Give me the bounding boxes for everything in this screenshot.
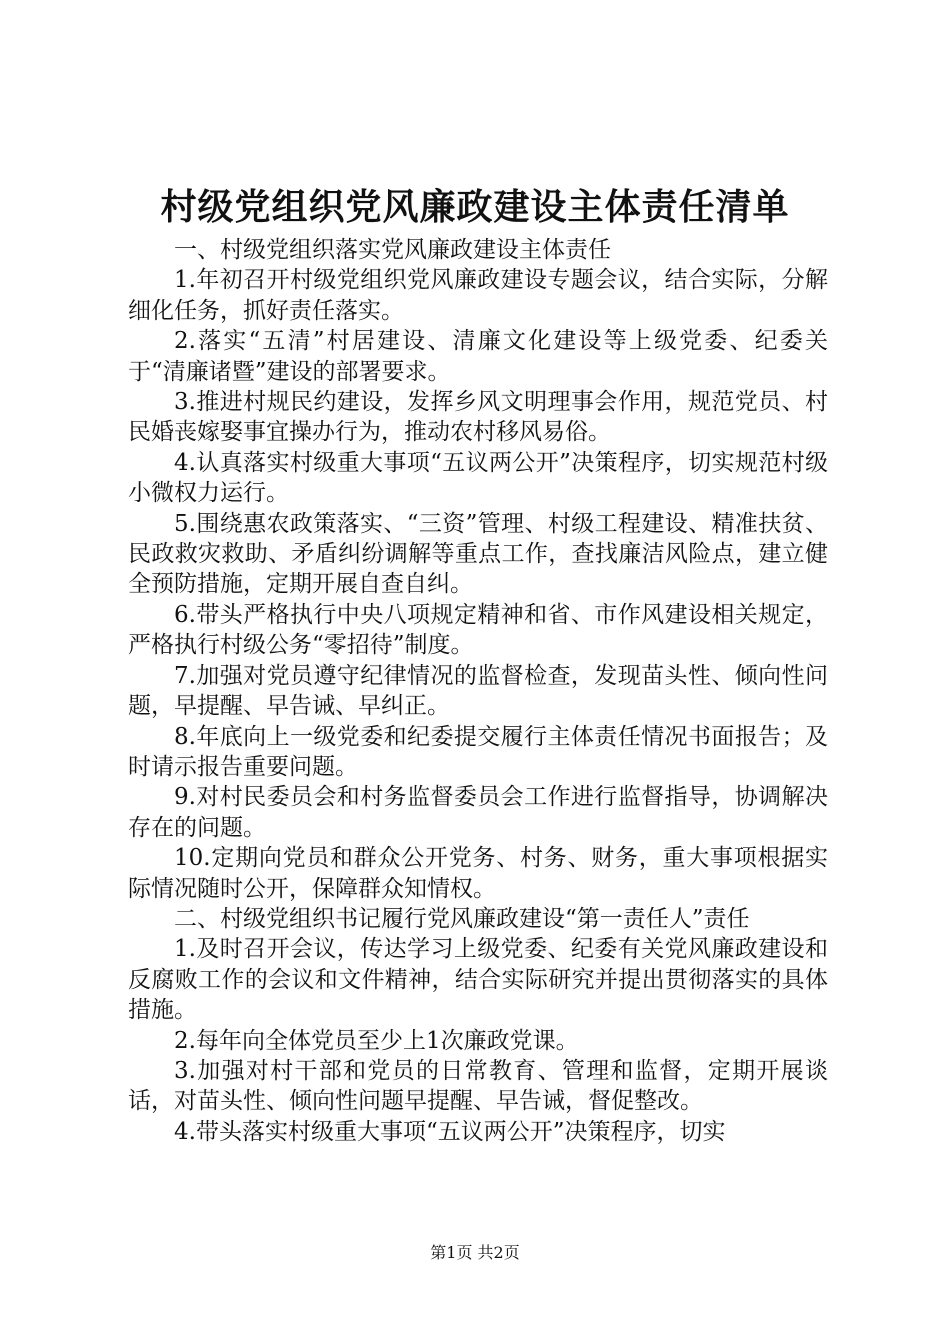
list-item: 2.落实“五清”村居建设、清廉文化建设等上级党委、纪委关于“清廉诸暨”建设的部署要求。 [128,328,828,385]
list-item: 4.带头落实村级重大事项“五议两公开”决策程序，切实 [174,1118,726,1145]
list-item: 6.带头严格执行中央八项规定精神和省、市作风建设相关规定，严格执行村级公务“零招待”制度。 [128,601,828,659]
list-item: 9.对村民委员会和村务监督委员会工作进行监督指导，协调解决存在的问题。 [128,784,828,841]
list-item: 4.认真落实村级重大事项“五议两公开”决策程序，切实规范村级小微权力运行。 [128,449,828,507]
list-item: 1.年初召开村级党组织党风廉政建设专题会议，结合实际，分解细化任务，抓好责任落实。 [128,267,828,324]
section-heading-2: 二、村级党组织书记履行党风廉政建设“第一责任人”责任 [174,905,750,932]
document-title: 村级党组织党风廉政建设主体责任清单 [160,186,790,228]
list-item: 2.每年向全体党员至少上1次廉政党课。 [174,1027,579,1054]
section-heading-1: 一、村级党组织落实党风廉政建设主体责任 [174,237,611,263]
page-footer: 第1页 共2页 [430,1243,520,1262]
list-item: 3.加强对村干部和党员的日常教育、管理和监督，定期开展谈话，对苗头性、倾向性问题早提醒、早告诫，督促整改。 [128,1057,828,1115]
list-item: 5.围绕惠农政策落实、“三资”管理、村级工程建设、精准扶贫、民政救灾救助、矛盾纠纷调解等重点工作，查找廉洁风险点，建立健全预防措施，定期开展自查自纠。 [128,510,828,598]
list-item: 10.定期向党员和群众公开党务、村务、财务，重大事项根据实际情况随时公开，保障群众知情权。 [128,845,828,902]
document-body [128,235,828,1147]
list-item: 8.年底向上一级党委和纪委提交履行主体责任情况书面报告；及时请示报告重要问题。 [128,723,828,780]
list-item: 7.加强对党员遵守纪律情况的监督检查，发现苗头性、倾向性问题，早提醒、早告诫、早纠正。 [128,662,828,720]
list-item: 1.及时召开会议，传达学习上级党委、纪委有关党风廉政建设和反腐败工作的会议和文件精神，结合实际研究并提出贯彻落实的具体措施。 [128,936,828,1024]
list-item: 3.推进村规民约建设，发挥乡风文明理事会作用，规范党员、村民婚丧嫁娶事宜操办行为，推动农村移风易俗。 [128,389,828,446]
